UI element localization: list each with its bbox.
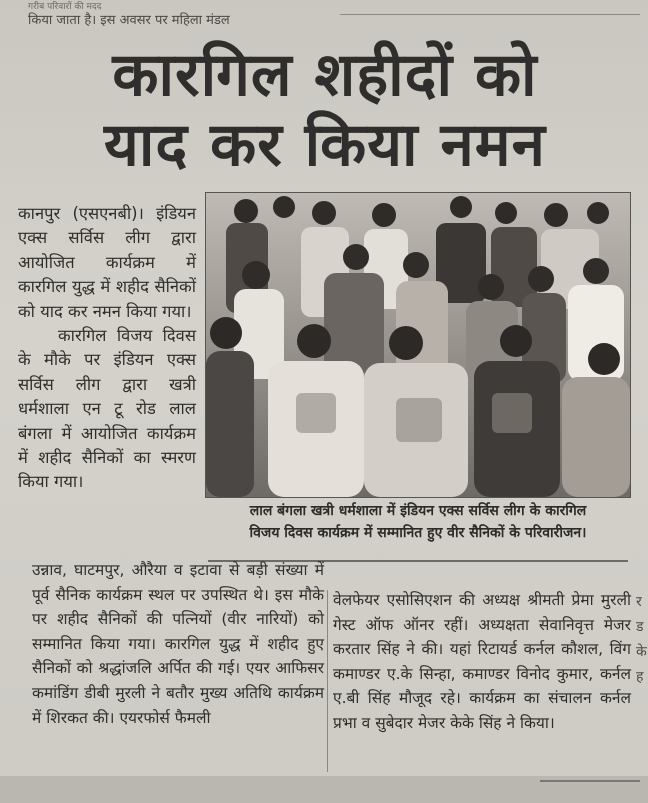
bottom-left-column <box>32 558 324 730</box>
intro-paragraph: कानपुर (एसएनबी)। इंडियन एक्स सर्विस लीग द्वारा आयोजित कार्यक्रम में कारगिल युद्ध में शहीद सैनिकों को याद कर नमन किया गया। <box>18 204 196 321</box>
adjacent-article-edge: र ड के ह <box>636 594 647 685</box>
group-photo <box>205 192 631 498</box>
bottom-right-text: वेलफेयर एसोसिएशन की अध्यक्ष श्रीमती प्रेमा मुरली गेस्ट ऑफ ऑनर रहीं। अध्यक्षता सेवानिवृत्त मेजर करतार सिंह ने की। यहां रिटायर्ड कर्नल कौशल, विंग कमाण्डर ए.के सिन्हा, कमाण्डर विनोद कुमार, कर्नल ए.बी सिंह मौजूद रहे। कार्यक्रम का संचालन कर्नल प्रभा व सुबेदार मेजर केके सिंह ने किया। <box>333 591 631 732</box>
group-photo-illustration <box>206 193 630 497</box>
caption-line-1: लाल बंगला खत्री धर्मशाला में इंडियन एक्स सर्विस लीग के कारगिल <box>249 503 587 519</box>
bottom-divider <box>540 780 640 782</box>
top-divider <box>340 14 640 15</box>
bottom-right-column <box>333 588 631 736</box>
column-divider <box>327 590 328 772</box>
headline-line-1: कारगिल शहीदों को <box>112 40 538 110</box>
caption-line-2: विजय दिवस कार्यक्रम में सम्मानित हुए वीर सैनिकों के परिवारीजन। <box>249 525 587 541</box>
fragment-line-2: किया जाता है। इस अवसर पर महिला मंडल <box>28 13 230 28</box>
fragment-line-1: गरीब परिवारों की मदद <box>28 2 102 12</box>
previous-article-fragment <box>28 0 348 30</box>
bottom-left-text: उन्नाव, घाटमपुर, औरैया व इटावा से बड़ी संख्या में पूर्व सैनिक कार्यक्रम स्थल पर उपस्थित थे। इस मौके पर शहीद सैनिकों की पत्नियों (वीर नारियों) को सम्मानित किया गया। कारगिल युद्ध में शहीद हुए सैनिकों को श्रद्धांजलि अर्पित की गई। एयर आफिसर कमांडिंग डीबी मुरली ने बतौर मुख्य अतिथि कार्यक्रम में शिरकत की। एयरफोर्स फैमली <box>32 561 324 727</box>
left-column <box>18 202 196 495</box>
headline <box>40 42 610 182</box>
second-paragraph: कारगिल विजय दिवस के मौके पर इंडियन एक्स सर्विस लीग द्वारा खत्री धर्मशाला एन टू रोड लाल बंगला में आयोजित कार्यक्रम में शहीद सैनिकों का स्मरण किया गया। <box>18 326 196 492</box>
photo-caption <box>208 500 628 544</box>
headline-line-2: याद कर किया नमन <box>104 110 546 180</box>
